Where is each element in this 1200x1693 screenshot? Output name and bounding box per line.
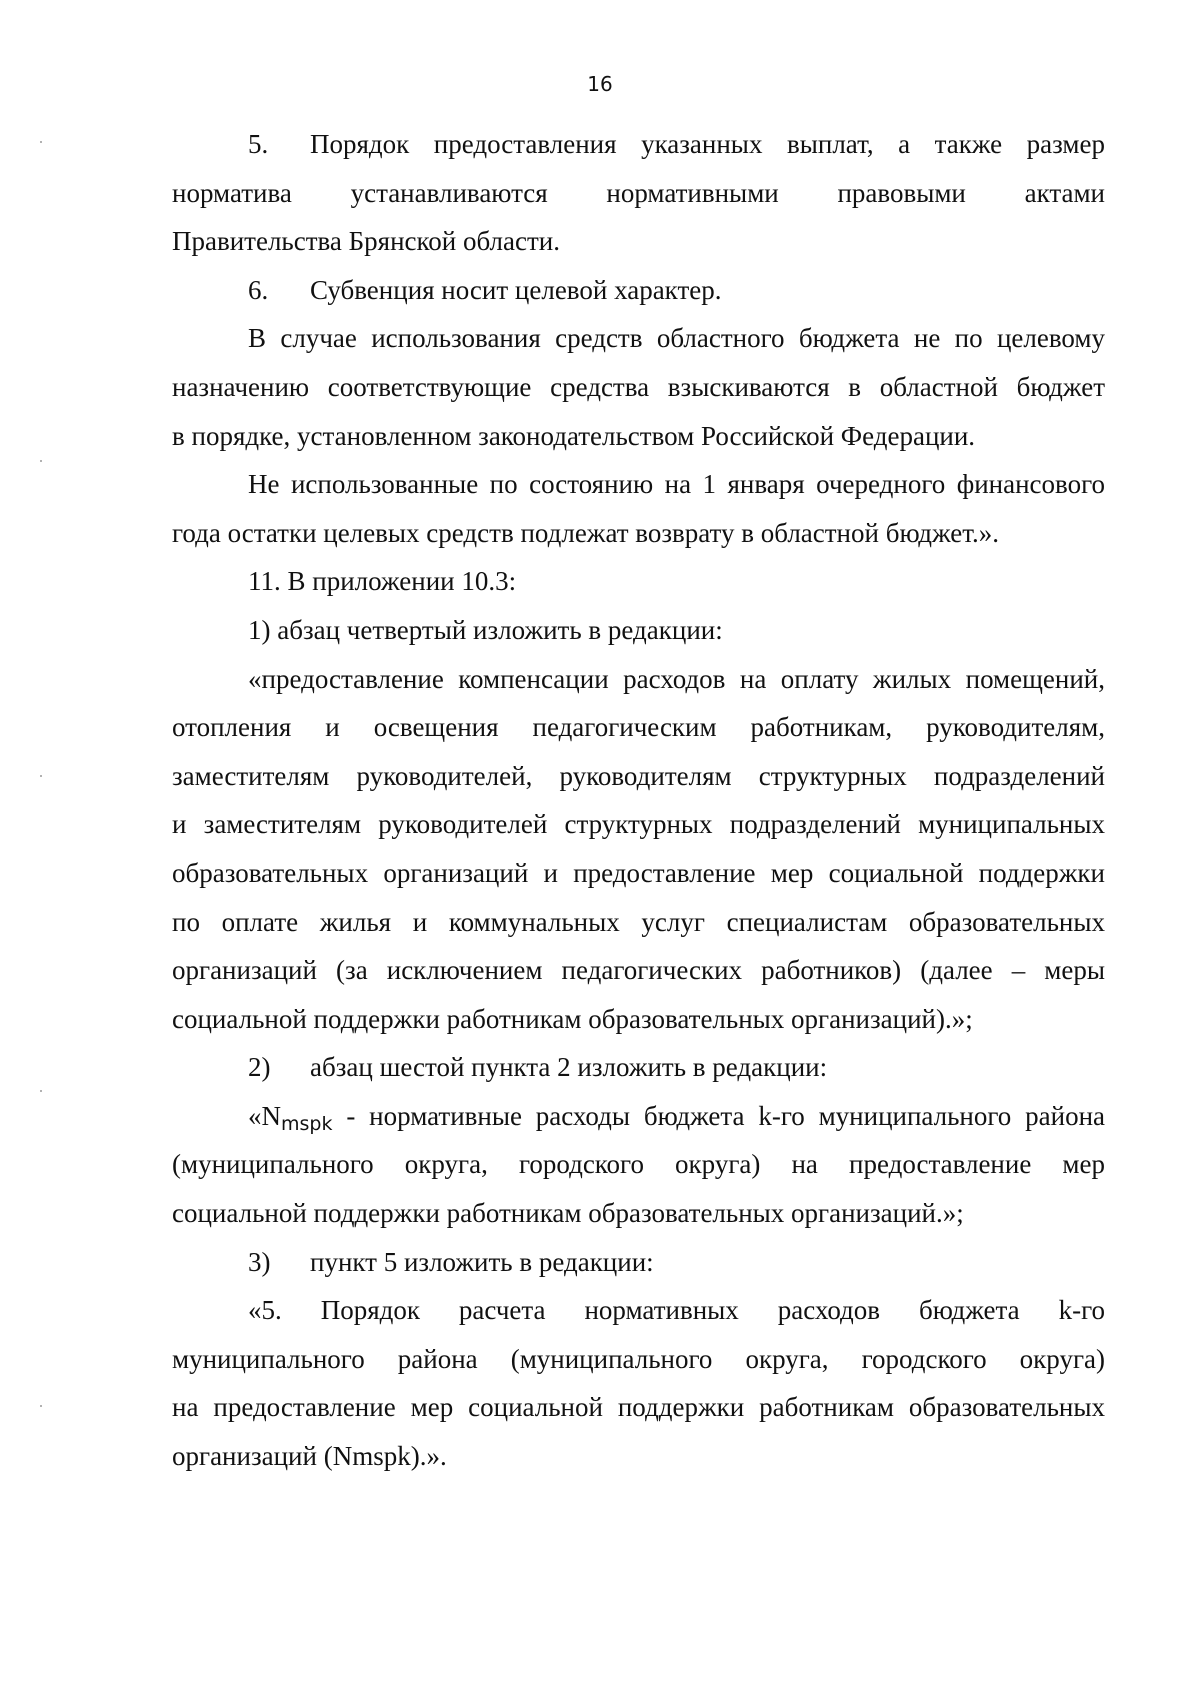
quote-1-line-3: заместителям руководителей, руководителям структурных подразделений xyxy=(172,760,1105,791)
quote-2-line-2: (муниципального округа, городского округа) на предоставление мер xyxy=(172,1149,1105,1180)
quote-1-line-6: по оплате жилья и коммунальных услуг специалистам образовательных xyxy=(172,906,1105,937)
section-11-heading: 11. В приложении 10.3: xyxy=(248,566,517,597)
scan-speck xyxy=(40,141,42,143)
quote-2-line-1-text: - нормативные расходы бюджета k-го муниципального района xyxy=(332,1100,1105,1131)
page-number: 16 xyxy=(587,72,613,96)
document-body xyxy=(172,120,1105,1481)
sub-item-2-number: 2) xyxy=(248,1052,271,1083)
quote-2-line-3: социальной поддержки работникам образовательных организаций.»; xyxy=(172,1198,964,1229)
quote-3-line-2: муниципального района (муниципального округа, городского округа) xyxy=(172,1343,1105,1374)
paragraph-6-text: Субвенция носит целевой характер. xyxy=(310,274,722,305)
sub-item-1: 1) абзац четвертый изложить в редакции: xyxy=(248,614,723,645)
paragraph-6-number: 6. xyxy=(248,274,269,305)
scan-speck xyxy=(40,460,42,462)
sub-item-3-text: пункт 5 изложить в редакции: xyxy=(310,1246,654,1277)
unused-funds-line-2: года остатки целевых средств подлежат возврату в областной бюджет.». xyxy=(172,517,1000,548)
scan-speck xyxy=(40,775,42,777)
misuse-paragraph-line-3: в порядке, установленном законодательством Российской Федерации. xyxy=(172,420,976,451)
sub-item-3-number: 3) xyxy=(248,1246,271,1277)
quote-1-line-2: отопления и освещения педагогическим работникам, руководителям, xyxy=(172,712,1105,743)
quote-3-line-1: «5. Порядок расчета нормативных расходов бюджета k-го xyxy=(248,1295,1105,1326)
sub-item-2-text: абзац шестой пункта 2 изложить в редакции: xyxy=(310,1052,828,1083)
quote-1-line-1: «предоставление компенсации расходов на оплату жилых помещений, xyxy=(248,663,1105,694)
paragraph-5-text: Порядок предоставления указанных выплат, а также размер xyxy=(310,129,1105,159)
unused-funds-line-1: Не использованные по состоянию на 1 января очередного финансового xyxy=(248,469,1105,500)
misuse-paragraph-line-2: назначению соответствующие средства взыскиваются в областной бюджет xyxy=(172,371,1105,402)
quote-2-symbol-subscript: mspk xyxy=(281,1112,333,1135)
paragraph-6 xyxy=(172,266,1105,315)
scan-speck xyxy=(40,1405,42,1407)
quote-1-line-7: организаций (за исключением педагогических работников) (далее – меры xyxy=(172,955,1105,986)
quote-2-symbol: «N xyxy=(248,1100,281,1131)
paragraph-5-number: 5. xyxy=(248,129,269,159)
paragraph-5-line-1 xyxy=(172,120,1105,169)
paragraph-5-line-2: норматива устанавливаются нормативными правовыми актами xyxy=(172,177,1105,208)
quote-1-line-4: и заместителям руководителей структурных подразделений муниципальных xyxy=(172,809,1105,840)
sub-item-3 xyxy=(172,1238,1105,1287)
paragraph-5-line-3: Правительства Брянской области. xyxy=(172,226,560,257)
misuse-paragraph-line-1: В случае использования средств областного бюджета не по целевому xyxy=(248,323,1105,354)
quote-1-line-8: социальной поддержки работникам образовательных организаций).»; xyxy=(172,1003,973,1034)
sub-item-2 xyxy=(172,1043,1105,1092)
quote-3-line-3: на предоставление мер социальной поддержки работникам образовательных xyxy=(172,1392,1105,1423)
quote-1-line-5: образовательных организаций и предоставление мер социальной поддержки xyxy=(172,857,1105,888)
quote-3-line-4: организаций (Nmspk).». xyxy=(172,1441,447,1472)
scan-speck xyxy=(40,1090,42,1092)
quote-2-line-1 xyxy=(172,1092,1105,1141)
